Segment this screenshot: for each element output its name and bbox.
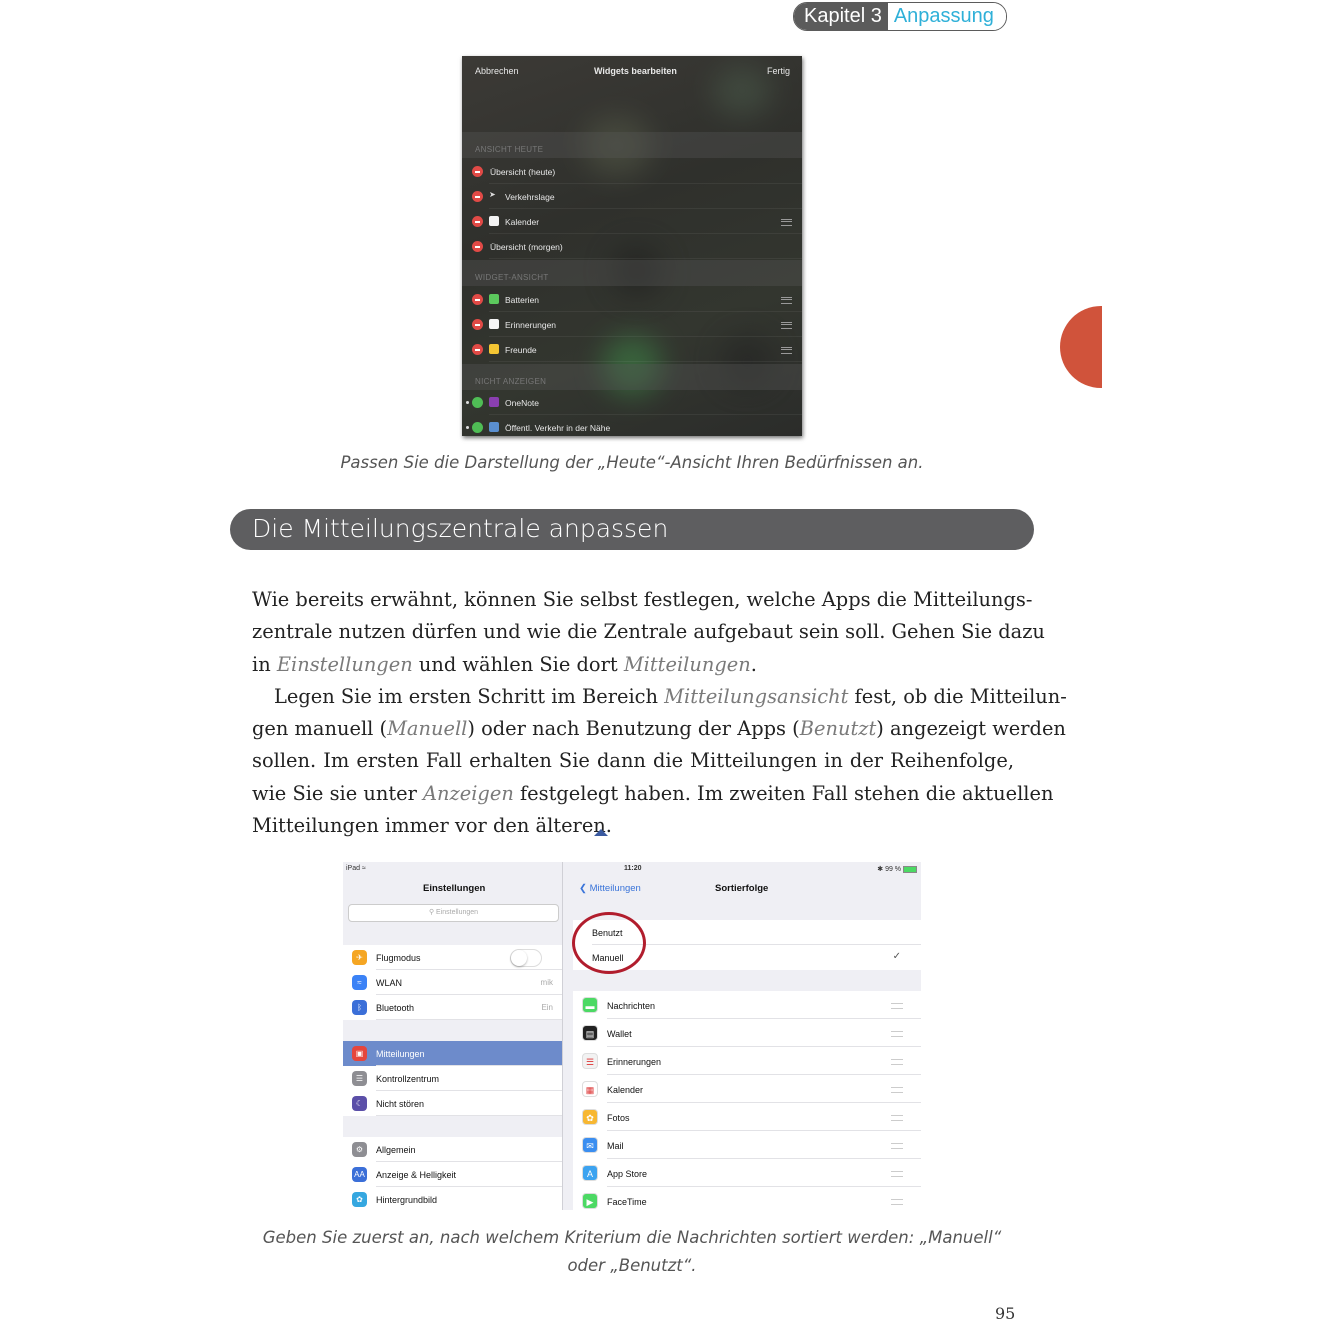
- status-bar: [343, 862, 921, 876]
- widget-row: [462, 209, 802, 234]
- calendar-icon: ▦: [582, 1081, 598, 1097]
- sort-option-label: Benutzt: [592, 928, 623, 938]
- reorder-grip-icon: [891, 1199, 903, 1205]
- widget-label: Verkehrslage: [505, 192, 555, 202]
- sidebar-item: [343, 945, 562, 970]
- app-row: [573, 1131, 921, 1159]
- widget-label: Freunde: [505, 345, 537, 355]
- sidebar-item-label: Kontrollzentrum: [376, 1074, 440, 1084]
- chapter-badge: [793, 2, 1007, 31]
- remove-icon: [472, 344, 483, 355]
- widget-row: [462, 337, 802, 362]
- widget-row: [462, 234, 802, 259]
- menu-reference: Mitteilungen: [623, 652, 751, 676]
- facetime-icon: ▶: [582, 1193, 598, 1209]
- reorder-grip-icon: [781, 297, 792, 304]
- battery-indicator: ✱ 99 %: [877, 865, 917, 873]
- sidebar-item-label: Hintergrundbild: [376, 1195, 438, 1205]
- reorder-grip-icon: [891, 1059, 903, 1065]
- wifi-icon: ≈: [352, 975, 367, 990]
- reorder-grip-icon: [891, 1115, 903, 1121]
- widget-label: Batterien: [505, 295, 540, 305]
- widget-row: [462, 312, 802, 337]
- app-label: Wallet: [607, 1029, 632, 1039]
- bluetooth-icon: ᛒ: [352, 1000, 367, 1015]
- widget-label: Erinnerungen: [505, 320, 557, 330]
- widget-topbar: [462, 56, 802, 90]
- widget-section-header: ANSICHT HEUTE: [462, 132, 802, 158]
- chapter-title: Anpassung: [888, 3, 1006, 30]
- reorder-grip-icon: [891, 1143, 903, 1149]
- remove-icon: [472, 216, 483, 227]
- search-input: ⚲ Einstellungen: [348, 904, 559, 922]
- widget-row: [462, 184, 802, 209]
- sidebar-item: [343, 1041, 562, 1066]
- body-text: [252, 584, 1067, 842]
- sidebar-item: [343, 1137, 562, 1162]
- remove-icon: [472, 294, 483, 305]
- reorder-grip-icon: [781, 219, 792, 226]
- widget-edit-title: Widgets bearbeiten: [594, 66, 677, 76]
- moon-icon: ☾: [352, 1096, 367, 1111]
- messages-icon: ▬: [582, 997, 598, 1013]
- reorder-grip-icon: [891, 1031, 903, 1037]
- menu-reference: Anzeigen: [423, 781, 514, 805]
- transit-icon: [489, 422, 499, 432]
- page-number: 95: [995, 1304, 1016, 1323]
- app-label: Mail: [607, 1141, 624, 1151]
- add-icon: [472, 422, 483, 433]
- wallpaper-icon: ✿: [352, 1192, 367, 1207]
- onenote-icon: [489, 397, 499, 407]
- gear-icon: ⚙: [352, 1142, 367, 1157]
- widget-row: [462, 415, 802, 436]
- reminders-icon: ☰: [582, 1053, 598, 1069]
- remove-icon: [472, 319, 483, 330]
- sort-option-label: Manuell: [592, 953, 624, 963]
- app-store-icon: A: [582, 1165, 598, 1181]
- cursor-marker-icon: [594, 829, 608, 836]
- body-line: in Einstellungen und wählen Sie dort Mitteilungen.: [252, 652, 757, 676]
- control-center-icon: ☰: [352, 1071, 367, 1086]
- widget-section-header: WIDGET-ANSICHT: [462, 260, 802, 286]
- reorder-grip-icon: [891, 1003, 903, 1009]
- friends-icon: [489, 344, 499, 354]
- app-row: [573, 1019, 921, 1047]
- app-row: [573, 991, 921, 1019]
- airplane-mode-toggle: [510, 949, 542, 967]
- menu-reference: Manuell: [387, 717, 468, 741]
- app-row: [573, 1075, 921, 1103]
- body-line: sollen. Im ersten Fall erhalten Sie dann die Mitteilungen in der Reihenfolge,: [252, 749, 1014, 773]
- sidebar-item-value: Ein: [541, 1003, 553, 1012]
- app-row: [573, 1103, 921, 1131]
- sidebar-item-label: Flugmodus: [376, 953, 421, 963]
- widget-label: Übersicht (morgen): [490, 242, 563, 252]
- body-line: Legen Sie im ersten Schritt im Bereich Mitteilungsansicht fest, ob die Mitteilun-: [274, 684, 1067, 708]
- settings-sidebar: [343, 862, 563, 1210]
- reorder-grip-icon: [891, 1087, 903, 1093]
- app-label: Fotos: [607, 1113, 630, 1123]
- app-row: [573, 1047, 921, 1075]
- sidebar-item-label: Nicht stören: [376, 1099, 425, 1109]
- app-row: [573, 1187, 921, 1210]
- chapter-label: Kapitel 3: [794, 3, 888, 30]
- body-line: wie Sie sie unter Anzeigen festgelegt haben. Im zweiten Fall stehen die aktuellen: [252, 781, 1054, 805]
- menu-reference: Benutzt: [799, 717, 877, 741]
- airplane-icon: ✈: [352, 950, 367, 965]
- widget-edit-screenshot: [462, 56, 802, 436]
- sidebar-item-label: Anzeige & Helligkeit: [376, 1170, 457, 1180]
- sidebar-item-label: Bluetooth: [376, 1003, 415, 1013]
- remove-icon: [472, 241, 483, 252]
- body-line: Wie bereits erwähnt, können Sie selbst festlegen, welche Apps die Mitteilungs-: [252, 588, 1033, 611]
- app-label: App Store: [607, 1169, 648, 1179]
- widget-label: OneNote: [505, 398, 540, 408]
- wallet-icon: ▤: [582, 1025, 598, 1041]
- widget-row: [462, 390, 802, 415]
- widget-section-header: NICHT ANZEIGEN: [462, 364, 802, 390]
- body-line: zentrale nutzen dürfen und wie die Zentrale aufgebaut sein soll. Gehen Sie dazu: [252, 620, 1045, 644]
- widget-row: [462, 159, 802, 184]
- reminders-icon: [489, 319, 499, 329]
- cancel-button: Abbrechen: [475, 66, 519, 76]
- widget-label: Öffentl. Verkehr in der Nähe: [505, 423, 611, 433]
- highlight-circle: [572, 912, 646, 974]
- remove-icon: [472, 191, 483, 202]
- widget-row: [462, 287, 802, 312]
- sidebar-item: [343, 1066, 562, 1091]
- thumb-index-tab: [1060, 306, 1102, 388]
- reorder-grip-icon: [891, 1171, 903, 1177]
- section-title: Die Mitteilungszentrale anpassen: [252, 514, 669, 543]
- widget-label: Kalender: [505, 217, 540, 227]
- section-heading: [230, 509, 1034, 550]
- app-label: Erinnerungen: [607, 1057, 662, 1067]
- panel-title: Sortierfolge: [715, 883, 769, 894]
- reorder-grip-icon: [781, 347, 792, 354]
- figure1-caption: Passen Sie die Darstellung der „Heute“-Ansicht Ihren Bedürfnissen an.: [340, 453, 924, 472]
- add-icon: [472, 397, 483, 408]
- app-label: Nachrichten: [607, 1001, 656, 1011]
- app-label: Kalender: [607, 1085, 644, 1095]
- remove-icon: [472, 166, 483, 177]
- mail-icon: ✉: [582, 1137, 598, 1153]
- widget-label: Übersicht (heute): [490, 167, 556, 177]
- figure2-caption-line1: Geben Sie zuerst an, nach welchem Kriterium die Nachrichten sortiert werden: „Manuell“: [262, 1228, 1002, 1247]
- menu-reference: Mitteilungsansicht: [664, 684, 849, 708]
- calendar-icon: [489, 216, 499, 226]
- sidebar-item: [343, 995, 562, 1020]
- settings-screenshot: [343, 862, 921, 1210]
- device-label: iPad ≈: [346, 865, 366, 872]
- checkmark-icon: ✓: [892, 951, 901, 962]
- back-button: ❮ Mitteilungen: [579, 883, 641, 894]
- display-icon: AA: [352, 1167, 367, 1182]
- battery-icon: [489, 294, 499, 304]
- sidebar-title: Einstellungen: [423, 883, 486, 894]
- sidebar-item: [343, 970, 562, 995]
- app-row: [573, 1159, 921, 1187]
- figure2-caption-line2: oder „Benutzt“.: [567, 1256, 697, 1275]
- sidebar-item-value: mik: [540, 978, 553, 987]
- done-button: Fertig: [766, 66, 790, 76]
- sidebar-item-label: WLAN: [376, 978, 403, 988]
- menu-reference: Einstellungen: [276, 652, 413, 676]
- sidebar-item: [343, 1187, 562, 1210]
- body-line: gen manuell (Manuell) oder nach Benutzung der Apps (Benutzt) angezeigt werden: [252, 717, 1066, 741]
- sidebar-item: [343, 1162, 562, 1187]
- photos-icon: ✿: [582, 1109, 598, 1125]
- notifications-icon: ▣: [352, 1046, 367, 1061]
- location-arrow-icon: ➤: [489, 190, 496, 199]
- reorder-grip-icon: [781, 322, 792, 329]
- sidebar-item-label: Mitteilungen: [376, 1049, 425, 1059]
- app-label: FaceTime: [607, 1197, 647, 1207]
- status-time: 11:20: [624, 865, 642, 872]
- body-line: Mitteilungen immer vor den älteren.: [252, 814, 612, 838]
- sidebar-item: [343, 1091, 562, 1116]
- sidebar-item-label: Allgemein: [376, 1145, 416, 1155]
